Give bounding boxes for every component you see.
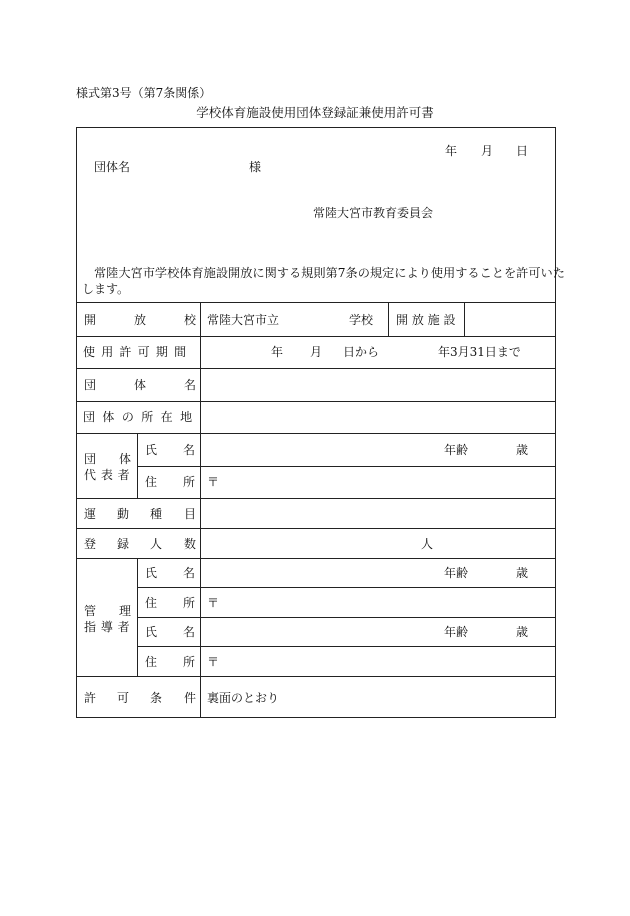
document-title: 学校体育施設使用団体登録証兼使用許可書	[196, 105, 434, 120]
sup2-name-label-2: 名	[183, 625, 196, 639]
row-divider	[76, 433, 556, 434]
rep-label-1: 団	[84, 452, 97, 466]
sport-label-4: 目	[184, 507, 197, 521]
sup-label-3: 指 導 者	[84, 620, 131, 634]
conditions-label-1: 許	[84, 691, 97, 705]
column-divider	[388, 302, 389, 336]
sup1-postal-mark: 〒	[207, 596, 220, 610]
sup2-address-label-2: 所	[183, 655, 196, 669]
school-city: 常陸大宮市立	[207, 313, 280, 327]
period-year: 年	[271, 345, 284, 359]
members-label-2: 録	[117, 537, 130, 551]
date-year: 年	[445, 144, 458, 158]
sup1-name-label-2: 名	[183, 566, 196, 580]
school-label-1: 開	[84, 313, 97, 327]
rep-address-label-2: 所	[183, 475, 196, 489]
row-divider	[76, 368, 556, 369]
members-label-3: 人	[150, 537, 163, 551]
row-divider	[76, 498, 556, 499]
rep-postal-mark: 〒	[207, 475, 220, 489]
permit-statement-line1: 常陸大宮市学校体育施設開放に関する規則第7条の規定により使用することを許可いた	[94, 266, 565, 280]
period-from: 日から	[343, 345, 380, 359]
conditions-label-4: 件	[184, 691, 197, 705]
facility-label: 開 放 施 設	[396, 313, 456, 327]
sup1-address-label-2: 所	[183, 596, 196, 610]
sup2-age-label: 年齢	[444, 625, 469, 639]
sup1-age-label: 年齢	[444, 566, 469, 580]
honorific: 様	[249, 160, 262, 174]
period-until: 年3月31日まで	[438, 345, 521, 359]
conditions-value: 裏面のとおり	[207, 691, 280, 705]
rep-age-label: 年齢	[444, 443, 469, 457]
column-divider	[200, 302, 201, 718]
group-name-label-3: 名	[184, 378, 197, 392]
sup1-age-unit: 歳	[516, 566, 529, 580]
sup1-name-label-1: 氏	[145, 566, 158, 580]
column-divider	[137, 558, 138, 676]
school-label-2: 放	[134, 313, 147, 327]
column-divider	[464, 302, 465, 336]
group-address-label: 団 体 の 所 在 地	[83, 410, 194, 424]
sup1-address-label-1: 住	[145, 596, 158, 610]
row-divider	[76, 302, 556, 303]
sup2-name-label-1: 氏	[145, 625, 158, 639]
date-month: 月	[481, 144, 494, 158]
rep-name-label-2: 名	[183, 443, 196, 457]
group-name-label-2: 体	[134, 378, 147, 392]
group-name-label-1: 団	[84, 378, 97, 392]
period-month: 月	[310, 345, 323, 359]
sup2-age-unit: 歳	[516, 625, 529, 639]
group-name-label: 団体名	[94, 160, 131, 174]
row-divider	[76, 336, 556, 337]
period-label: 使 用 許 可 期 間	[83, 345, 188, 359]
members-label-4: 数	[184, 537, 197, 551]
row-divider	[76, 528, 556, 529]
row-divider	[76, 401, 556, 402]
rep-label-2: 体	[119, 452, 132, 466]
school-suffix: 学校	[349, 313, 374, 327]
sport-label-1: 運	[84, 507, 97, 521]
permit-statement-line2: します。	[82, 282, 130, 296]
row-divider	[76, 676, 556, 677]
form-number: 様式第3号（第7条関係）	[76, 86, 212, 100]
issuer-name: 常陸大宮市教育委員会	[313, 206, 434, 220]
rep-name-label-1: 氏	[145, 443, 158, 457]
column-divider	[137, 433, 138, 498]
sup-label-2: 理	[119, 604, 132, 618]
conditions-label-3: 条	[150, 691, 163, 705]
date-day: 日	[516, 144, 529, 158]
rep-address-label-1: 住	[145, 475, 158, 489]
sup-label-1: 管	[84, 604, 97, 618]
row-divider	[76, 558, 556, 559]
sport-label-3: 種	[150, 507, 163, 521]
conditions-label-2: 可	[117, 691, 130, 705]
sup2-postal-mark: 〒	[207, 655, 220, 669]
rep-label-3: 代 表 者	[84, 468, 131, 482]
school-label-3: 校	[184, 313, 197, 327]
sport-label-2: 動	[117, 507, 130, 521]
members-unit: 人	[421, 537, 434, 551]
rep-age-unit: 歳	[516, 443, 529, 457]
members-label-1: 登	[84, 537, 97, 551]
sup2-address-label-1: 住	[145, 655, 158, 669]
